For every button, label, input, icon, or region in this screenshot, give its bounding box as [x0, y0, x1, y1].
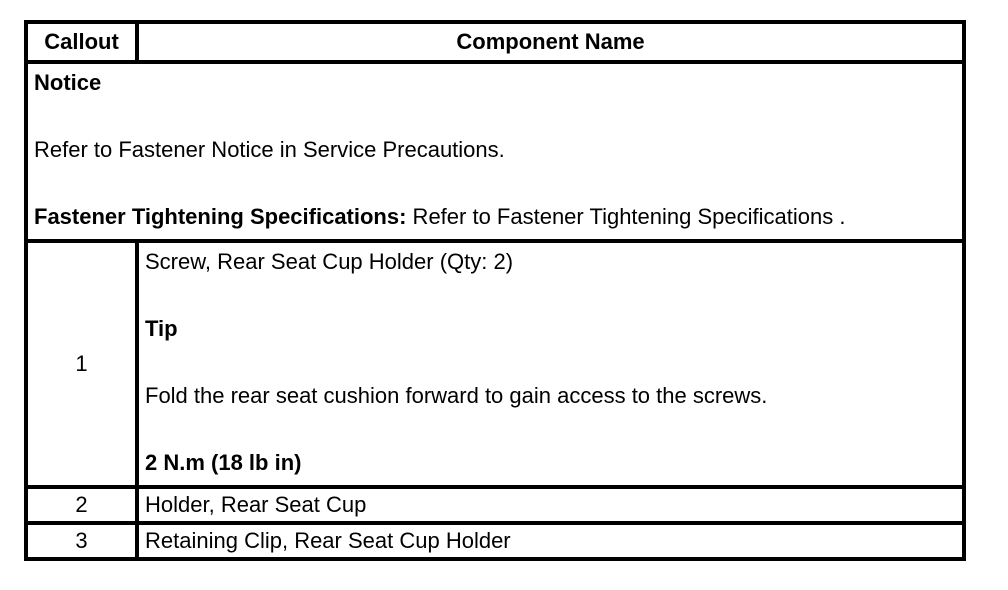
table-row	[26, 487, 964, 523]
component-name: Holder, Rear Seat Cup	[137, 487, 964, 523]
table-row	[26, 241, 964, 487]
notice-text: Refer to Fastener Notice in Service Precautions.	[34, 137, 505, 162]
callout-3: 3	[26, 523, 137, 559]
notice-title: Notice	[34, 70, 102, 95]
callout-1: 1	[26, 241, 137, 487]
fastener-spec-text: Refer to Fastener Tightening Specifications .	[406, 204, 846, 229]
notice-row	[26, 62, 964, 241]
fastener-spec-label: Fastener Tightening Specifications:	[34, 204, 407, 229]
table-row	[26, 523, 964, 559]
component-name-cell	[137, 241, 964, 487]
torque-spec: 2 N.m (18 lb in)	[145, 450, 302, 475]
notice-cell	[26, 62, 964, 241]
component-name: Screw, Rear Seat Cup Holder (Qty: 2)	[145, 249, 514, 274]
tip-title: Tip	[145, 316, 178, 341]
component-table	[24, 20, 966, 561]
fastener-spec-line	[34, 204, 958, 230]
component-name: Retaining Clip, Rear Seat Cup Holder	[137, 523, 964, 559]
tip-text: Fold the rear seat cushion forward to gain access to the screws.	[145, 383, 768, 408]
header-row	[26, 22, 964, 62]
callout-2: 2	[26, 487, 137, 523]
header-component-name: Component Name	[137, 22, 964, 62]
header-callout: Callout	[26, 22, 137, 62]
